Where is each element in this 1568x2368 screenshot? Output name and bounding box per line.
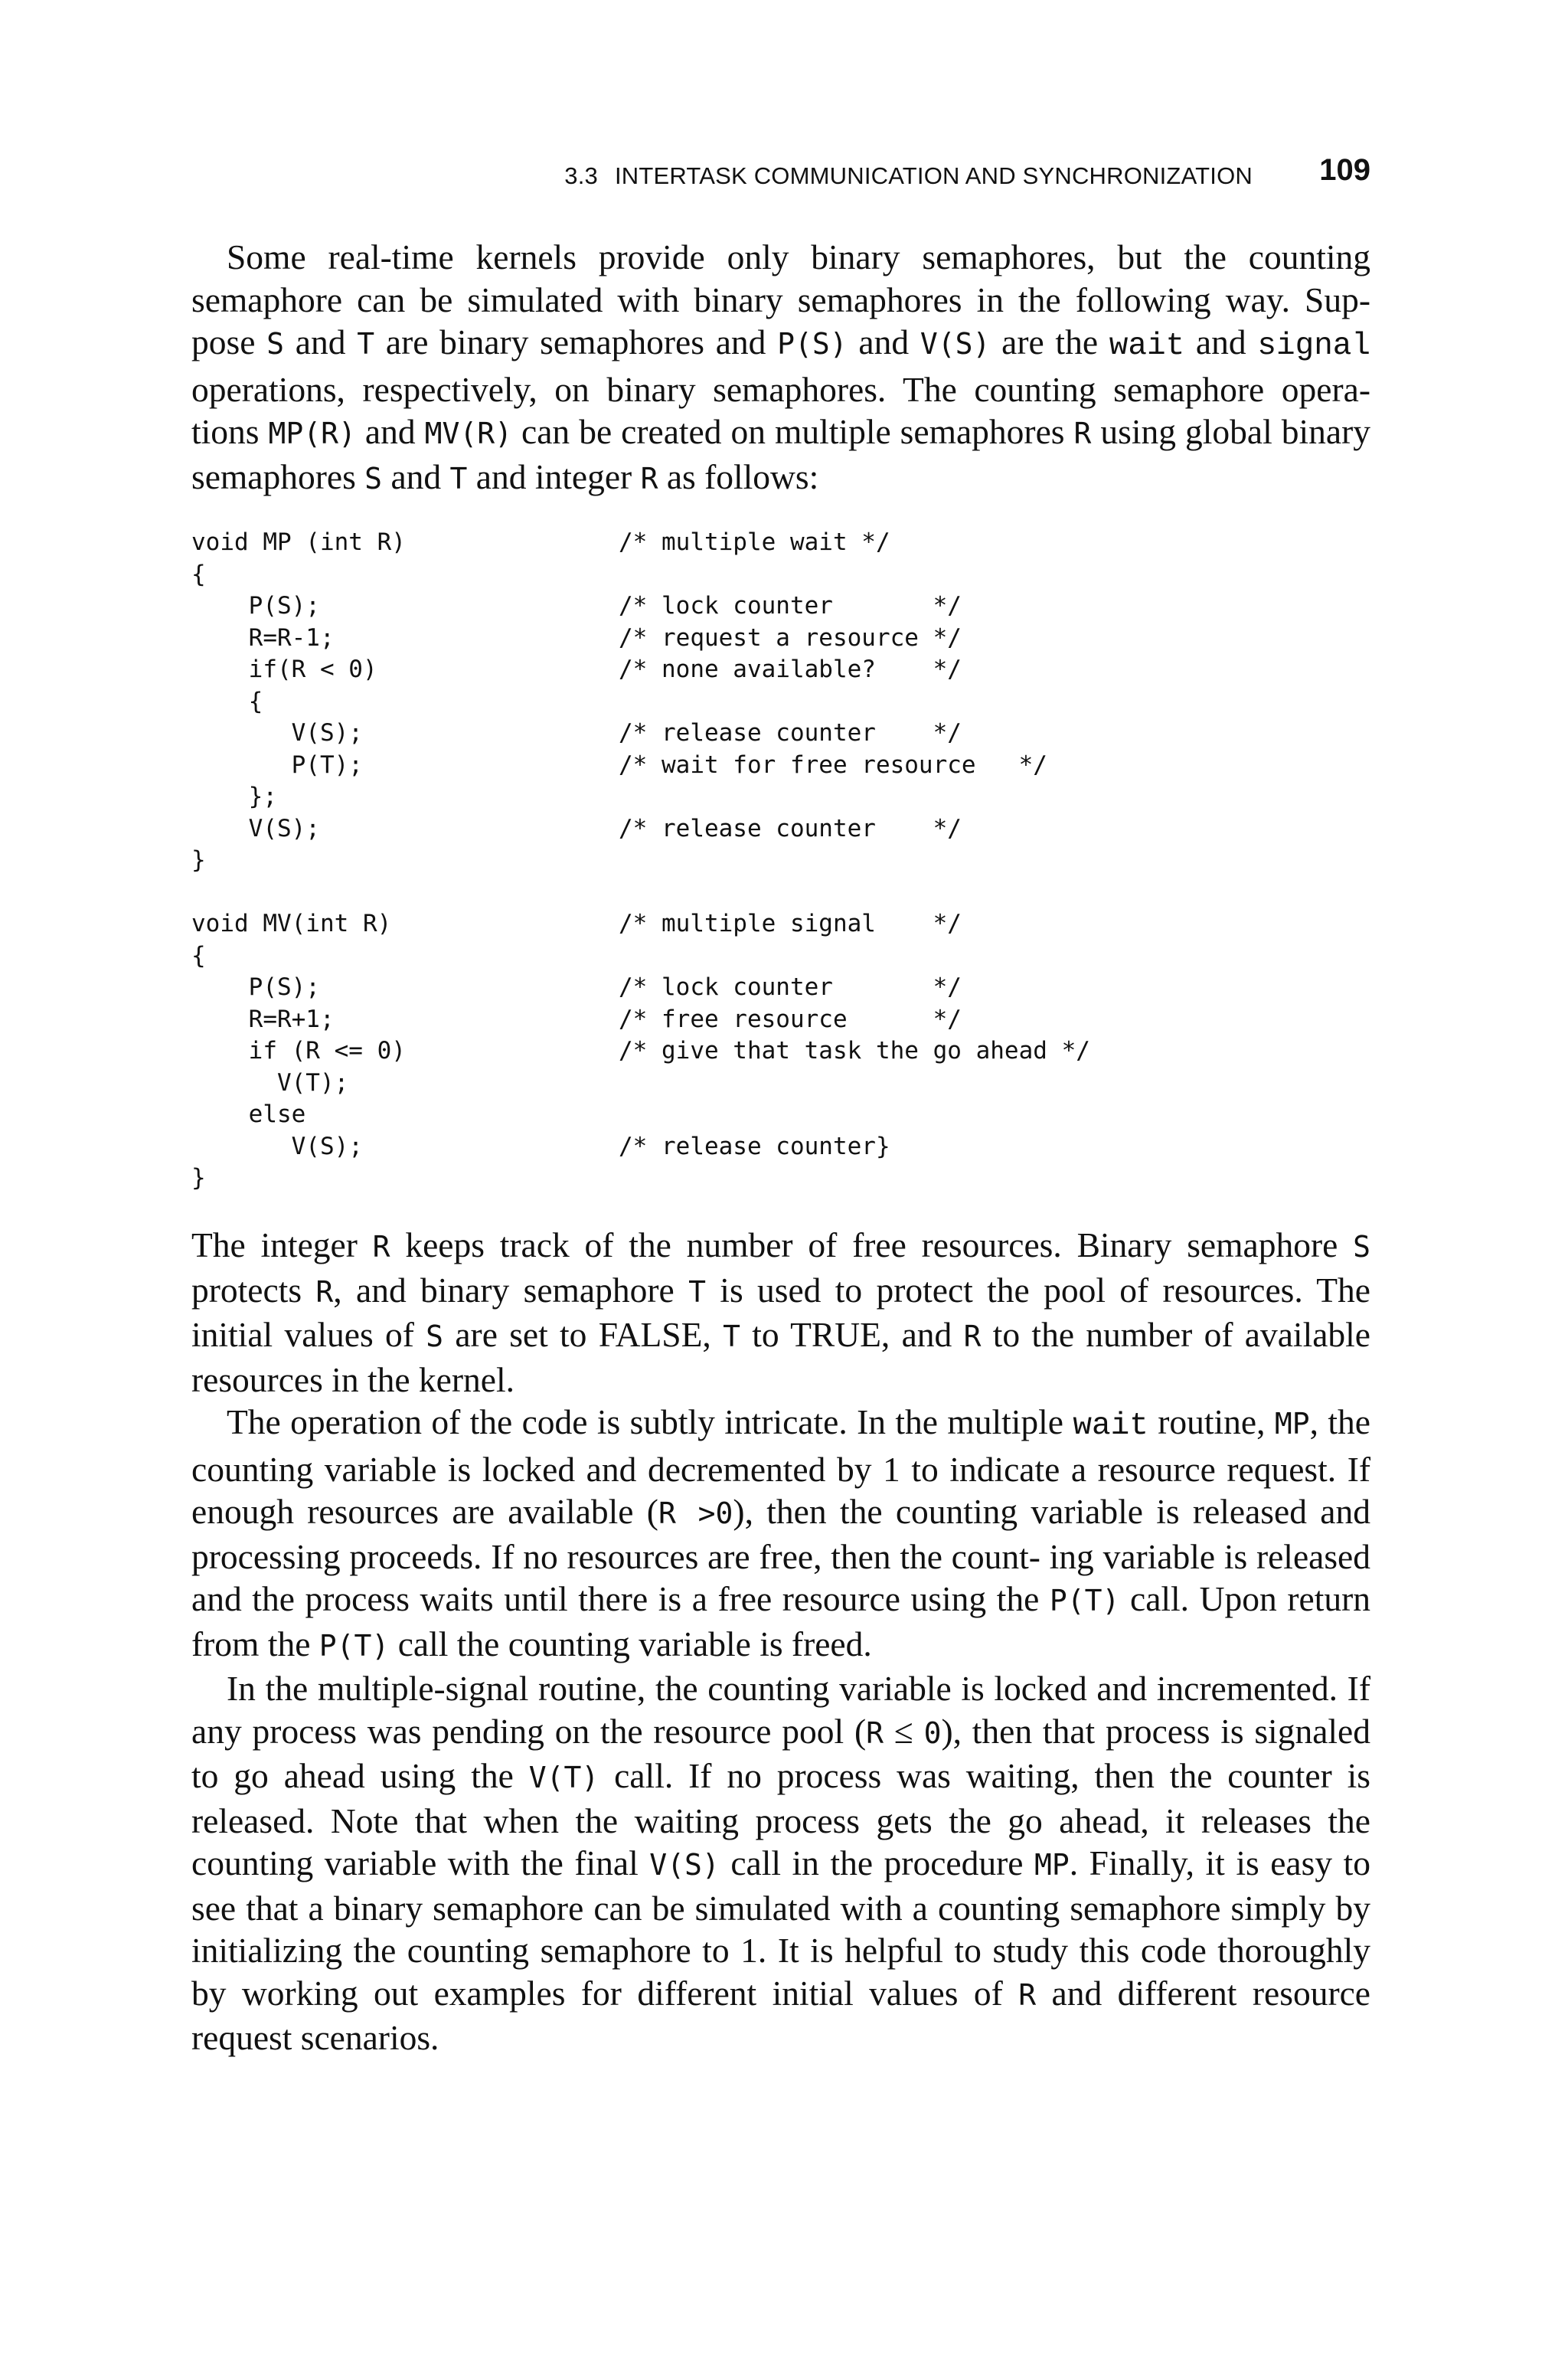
- code-statement: {: [191, 941, 206, 970]
- running-head-title: [564, 162, 1253, 190]
- text-run: operations, respectively, on binary semaphores. The counting semaphore opera- tions: [191, 369, 1370, 451]
- code-line: [191, 972, 1370, 1004]
- code-statement: V(S);: [191, 719, 363, 747]
- code-term: wait: [1109, 329, 1185, 364]
- code-term: R: [640, 461, 658, 496]
- code-comment: /* lock counter */: [619, 973, 962, 1001]
- code-term: P(T): [1049, 1584, 1120, 1617]
- text-run: and different resource request scenarios.: [191, 1973, 1370, 2057]
- code-term: T: [723, 1320, 740, 1353]
- code-line: [191, 654, 1370, 686]
- code-line: [191, 1035, 1370, 1068]
- code-statement: else: [191, 1101, 306, 1128]
- code-line: [191, 750, 1370, 782]
- code-term: R: [963, 1320, 982, 1353]
- text-run: . Finally, it is easy to see that a binary semaphore can be simulated with a counting semaphore simply by initializing the counting semaphore to 1. It is helpful to study this code thoroughly by working out examples for different initial values of: [191, 1843, 1370, 2013]
- explanation-text: [191, 1224, 1370, 2059]
- code-term: wait: [1073, 1408, 1148, 1444]
- code-line: [191, 559, 1370, 591]
- code-statement: V(T);: [191, 1068, 349, 1097]
- code-comment: /* give that task the go ahead */: [619, 1037, 1090, 1065]
- code-line: [191, 718, 1370, 750]
- text-run: ), then the counting variable is released and processing proceeds. If no resources are free, then the count- ing variable is released and the process waits until there is a free resource using the: [191, 1492, 1370, 1618]
- code-line: [191, 1099, 1370, 1131]
- text-run: Some real-time kernels provide only binary semaphores, but the counting semaphore can be simulated with binary semaphores in the following way. Sup- pose: [191, 237, 1370, 361]
- code-statement: void MP (int R): [191, 528, 406, 556]
- code-term: R: [372, 1230, 390, 1264]
- text-run: call. If no process was waiting, then the counter is released. Note that when the waiting process gets the go ahead, it releases the counting variable with the final: [191, 1756, 1370, 1882]
- code-term: R: [866, 1715, 884, 1750]
- code-statement: P(S);: [191, 973, 320, 1001]
- code-term: MP: [1034, 1848, 1070, 1882]
- code-statement: if (R <= 0): [191, 1037, 406, 1065]
- code-statement: }: [191, 846, 206, 874]
- code-term: T: [449, 461, 468, 496]
- code-term: R: [1018, 1977, 1037, 2012]
- code-term: R: [1073, 417, 1092, 450]
- text-run: routine,: [1148, 1402, 1275, 1441]
- text-run: call in the procedure: [719, 1843, 1034, 1882]
- code-term: MP: [1274, 1407, 1310, 1441]
- code-statement: void MV(int R): [191, 910, 392, 937]
- code-term: T: [357, 327, 375, 361]
- code-comment: /* multiple wait */: [619, 528, 890, 556]
- code-line: [191, 845, 1370, 877]
- code-comment: /* release counter}: [619, 1132, 890, 1160]
- code-statement: if(R < 0): [191, 656, 377, 683]
- section-title: INTERTASK COMMUNICATION AND SYNCHRONIZATION: [614, 162, 1253, 189]
- text-run: can be created on multiple semaphores: [512, 412, 1074, 451]
- text-run: call. Upon return from the: [191, 1579, 1371, 1663]
- code-line: [191, 940, 1370, 973]
- code-comment: /* release counter */: [619, 814, 962, 842]
- code-comment: /* free resource */: [619, 1005, 962, 1033]
- code-term: V(T): [528, 1761, 599, 1794]
- code-comment: /* none available? */: [619, 656, 962, 683]
- code-line: [191, 1163, 1370, 1195]
- code-statement: R=R+1;: [191, 1005, 335, 1033]
- code-term: R >0: [658, 1496, 733, 1530]
- code-line: [191, 527, 1370, 559]
- text-run: are binary semaphores and: [374, 322, 778, 361]
- section-number: 3.3: [564, 162, 598, 189]
- text-run: to the number of available resources in the kernel.: [191, 1315, 1370, 1399]
- paragraph: [191, 236, 1370, 500]
- code-statement: P(S);: [191, 592, 320, 620]
- code-statement: };: [191, 783, 277, 810]
- code-comment: /* multiple signal */: [619, 910, 962, 937]
- code-term: 0: [923, 1715, 942, 1750]
- page-number: 109: [1319, 153, 1370, 187]
- intro-paragraph: [191, 236, 1370, 500]
- code-term: S: [1353, 1230, 1370, 1264]
- text-run: and: [1184, 322, 1258, 361]
- code-statement: {: [191, 560, 206, 588]
- code-statement: P(T);: [191, 751, 363, 779]
- text-run: using global binary semaphores: [191, 412, 1370, 496]
- code-line: [191, 1004, 1370, 1036]
- code-term: V(S): [920, 327, 991, 361]
- code-term: S: [266, 327, 285, 361]
- text-run: and: [382, 456, 450, 496]
- code-term: S: [426, 1320, 444, 1353]
- code-statement: V(S);: [191, 1132, 363, 1160]
- code-statement: }: [191, 1164, 206, 1192]
- text-run: The integer: [191, 1225, 373, 1264]
- running-head: [191, 153, 1370, 196]
- code-comment: /* release counter */: [619, 719, 962, 747]
- text-run: call the counting variable is freed.: [389, 1624, 872, 1663]
- code-term: MP(R): [268, 417, 356, 450]
- code-term: S: [364, 461, 383, 496]
- text-run: In the multiple-signal routine, the counting variable is locked and incremented. If any process was pending on the resource pool (: [191, 1669, 1370, 1751]
- code-line: [191, 590, 1370, 623]
- text-run: ≤: [884, 1711, 924, 1751]
- text-run: to TRUE, and: [740, 1315, 964, 1354]
- code-term: MV(R): [424, 417, 513, 450]
- code-line: [191, 813, 1370, 845]
- code-line: [191, 877, 1370, 909]
- code-line: [191, 1131, 1370, 1163]
- code-line: [191, 623, 1370, 655]
- text-run: are set to FALSE,: [443, 1315, 724, 1354]
- text-run: are the: [990, 322, 1109, 361]
- code-listing: [191, 527, 1370, 1195]
- text-run: ), then that process is signaled to go ahead using the: [191, 1711, 1370, 1795]
- code-comment: /* lock counter */: [619, 592, 962, 620]
- text-run: as follows:: [658, 456, 819, 496]
- code-line: [191, 1068, 1370, 1100]
- code-statement: {: [191, 687, 263, 715]
- code-line: [191, 686, 1370, 718]
- text-run: and: [847, 322, 920, 361]
- code-term: P(S): [777, 327, 848, 361]
- text-run: protects: [191, 1270, 316, 1310]
- text-run: The operation of the code is subtly intricate. In the multiple: [227, 1402, 1073, 1441]
- code-term: V(S): [649, 1848, 720, 1882]
- code-comment: /* wait for free resource */: [619, 751, 1047, 779]
- text-run: and integer: [467, 456, 641, 496]
- paragraph: [191, 1224, 1370, 1401]
- code-statement: R=R-1;: [191, 623, 335, 652]
- code-comment: /* request a resource */: [619, 623, 962, 652]
- code-term: signal: [1257, 329, 1371, 364]
- text-run: , the counting variable is locked and decremented by 1 to indicate a resource request. If enough resources are available (: [191, 1402, 1370, 1531]
- code-term: R: [315, 1274, 334, 1309]
- text-run: is used to protect the pool of resources. The initial values of: [191, 1270, 1370, 1354]
- code-term: T: [688, 1274, 706, 1309]
- code-statement: V(S);: [191, 814, 320, 842]
- code-line: [191, 908, 1370, 940]
- code-line: [191, 781, 1370, 813]
- text-run: and: [355, 412, 425, 451]
- text-run: keeps track of the number of free resources. Binary semaphore: [390, 1225, 1354, 1264]
- paragraph: [191, 1401, 1370, 1667]
- text-run: , and binary semaphore: [333, 1270, 689, 1310]
- text-run: and: [284, 322, 358, 361]
- code-term: P(T): [318, 1628, 390, 1663]
- paragraph: [191, 1667, 1370, 2059]
